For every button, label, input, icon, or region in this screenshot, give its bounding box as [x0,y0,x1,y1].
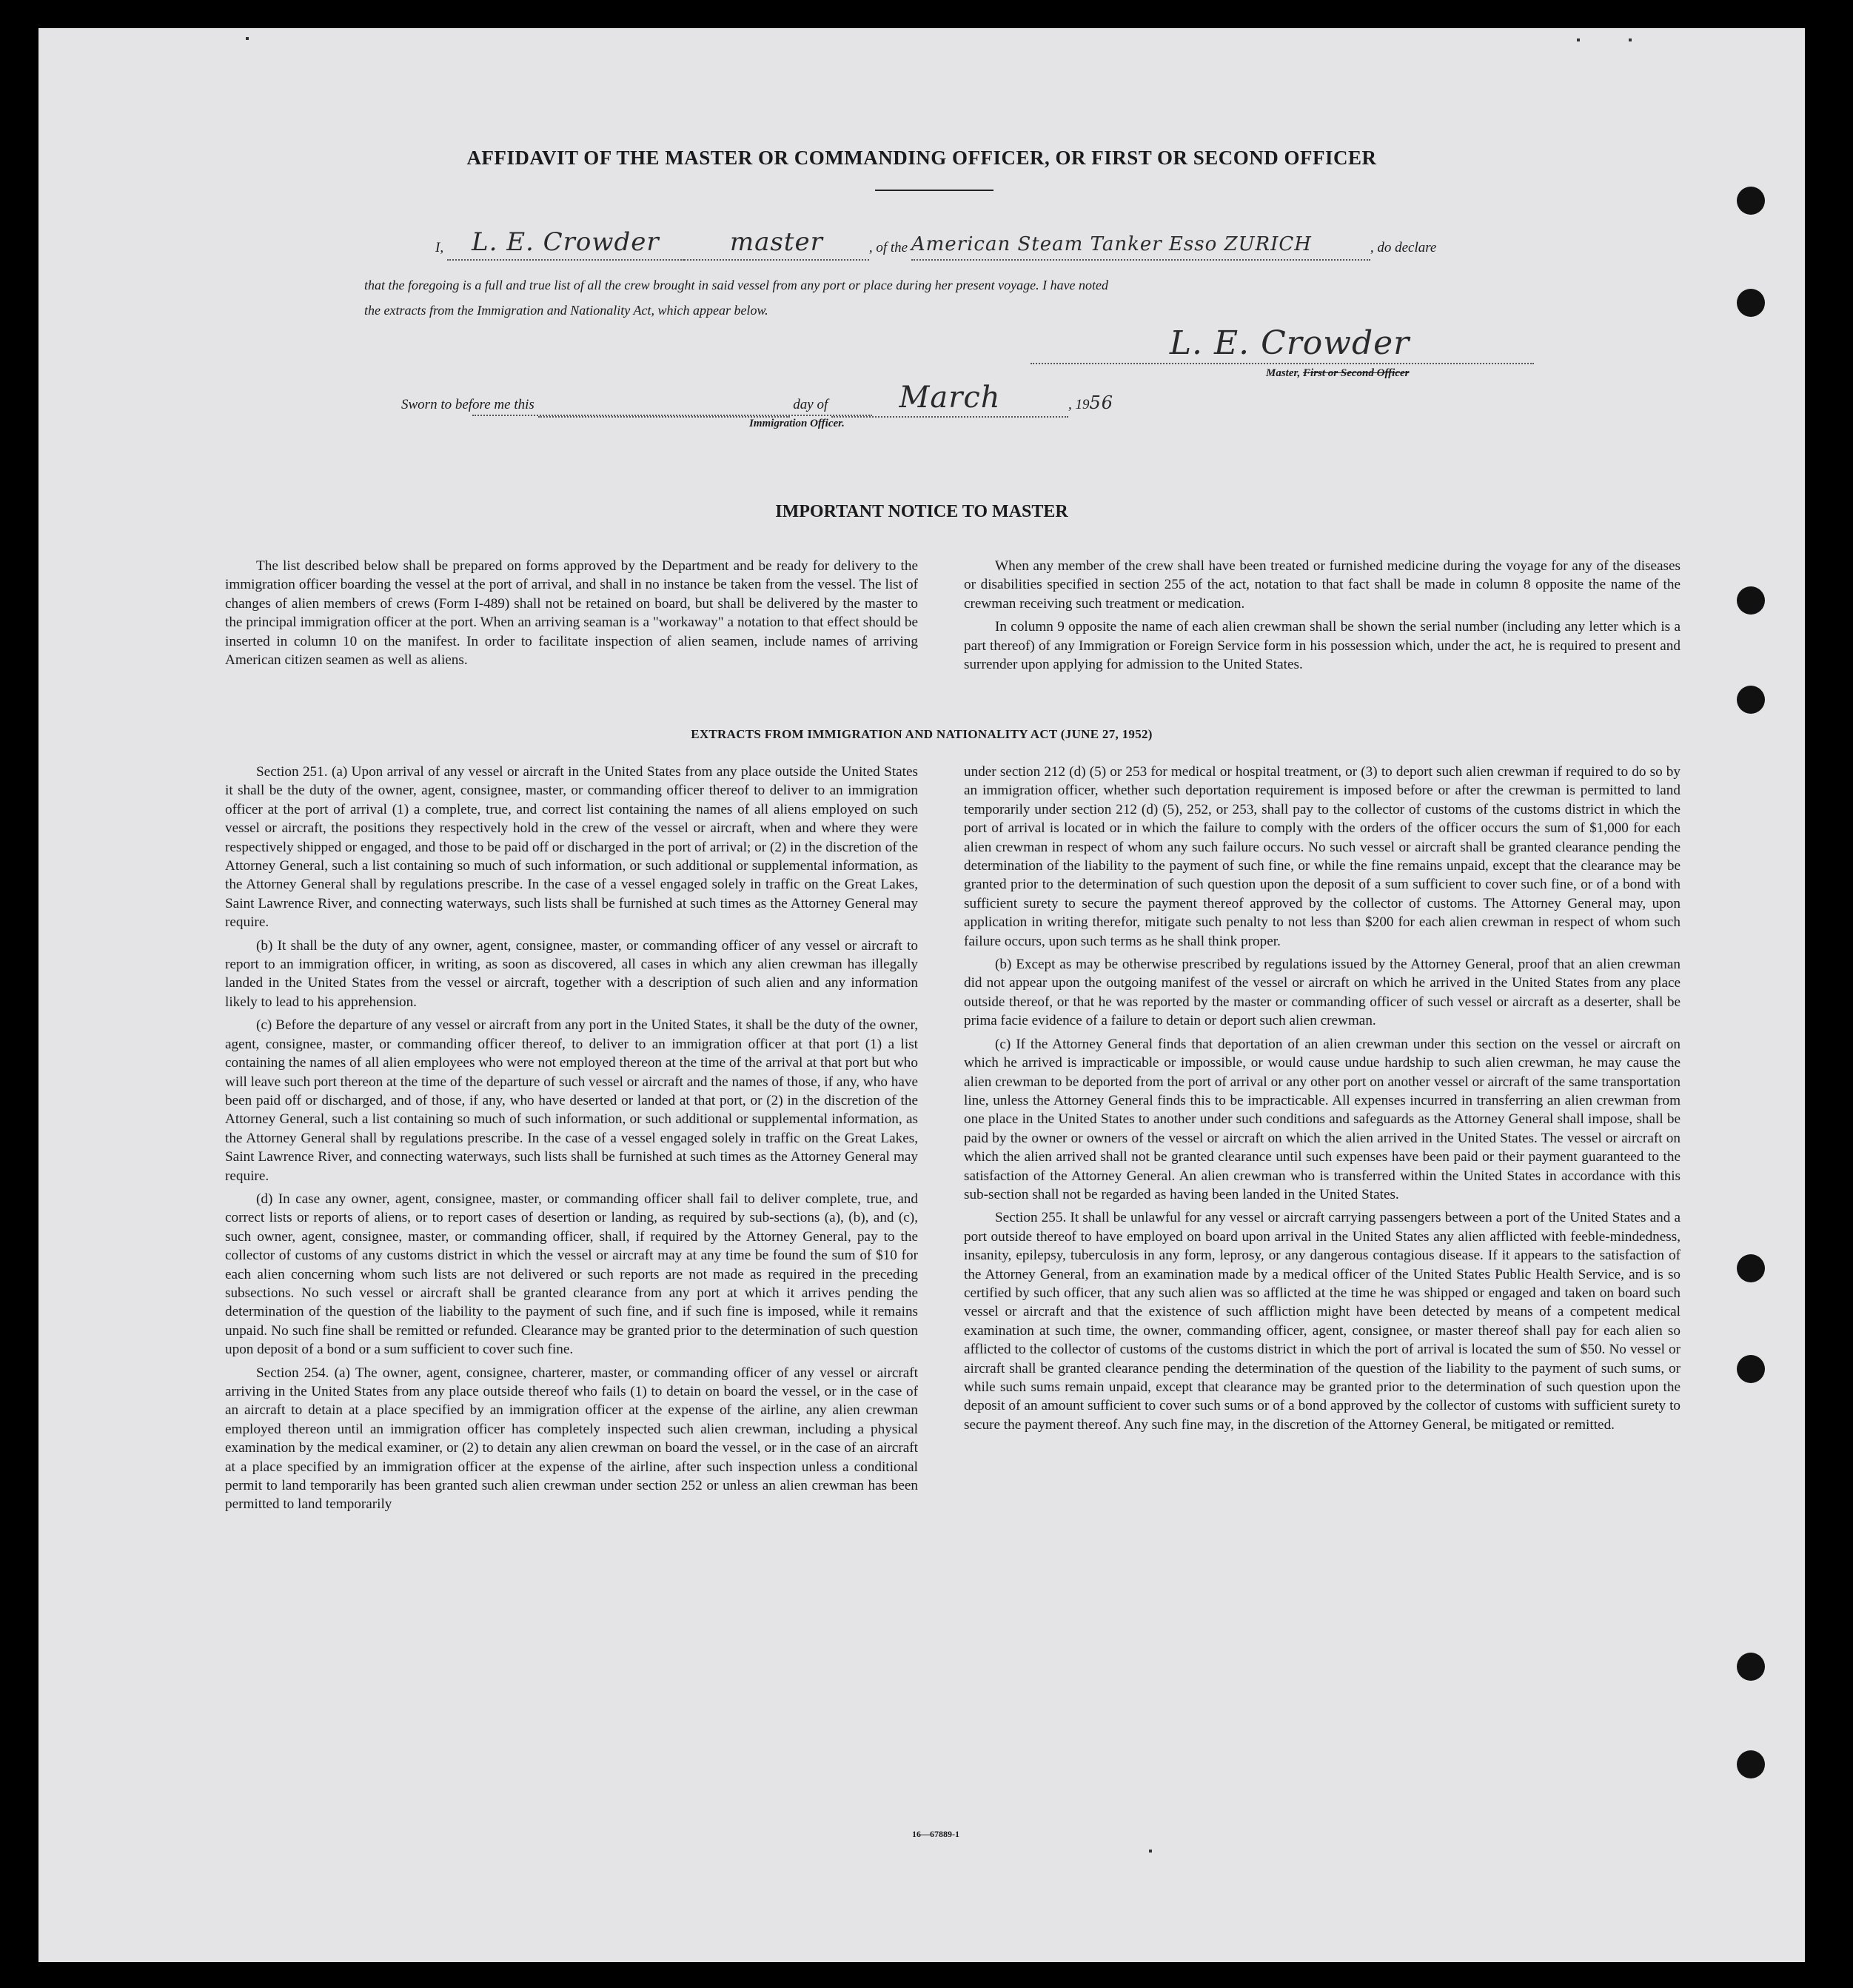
binder-hole [1737,1653,1765,1681]
signature-block [1045,324,1534,362]
binder-hole [1737,686,1765,714]
declaration-line-1 [435,227,1531,261]
binder-hole [1737,187,1765,215]
section-251-a: Section 251. (a) Upon arrival of any vessel or aircraft in the United States from any place outside the United States it shall be the duty of the owner, agent, consignee, master, or commanding officer thereof to deliver to an immigration officer at the port of arrival (1) a complete, true, and correct list containing the names of all aliens employed on such vessel or aircraft, the positions they respectively hold in the crew of the vessel or aircraft, when and where they were respectively shipped or engaged, and those to be paid off or discharged in the port of arrival; or (2) in the discretion of the Attorney General, such a list containing so much of such information, or such additional or supplemental information, as the Attorney General shall by regulations prescribe. In the case of a vessel engaged solely in traffic on the Great Lakes, Saint Lawrence River, and connecting waterways, such lists shall be furnished at such times as the Attorney General may require. [225,764,918,931]
title-divider [875,190,993,191]
immigration-officer-line [472,415,872,416]
scan-mark [1629,39,1632,41]
sworn-line: Sworn to before me this day of March , 1956 [401,385,1364,418]
do-declare-label: , do declare [1370,240,1437,255]
scan-mark [246,37,249,40]
year-value: 56 [1089,392,1114,413]
extracts-title: EXTRACTS FROM IMMIGRATION AND NATIONALITY ACT (JUNE 27, 1952) [691,727,1153,741]
scan-mark [1149,1850,1152,1853]
master-label: Master, [1266,367,1301,379]
of-the-label: , of the [868,240,908,255]
signature-caption [1266,367,1410,380]
signature-line [1031,363,1534,364]
section-254-c: (c) If the Attorney General finds that deportation of an alien crewman under this section on the vessel or aircraft on which he arrived is impracticable or impossible, or would cause undue hardship to such alien crewman, he may cause the alien crewman to be deported from the port of arrival or any other port on another vessel or aircraft of the same transportation line, unless the Attorney General finds this to be impracticable. All expenses incurred in transferring an alien crewman from one place in the United States to another under such conditions and safeguards as the Attorney General shall impose, shall be paid by the owner or owners of the vessel or aircraft on which the alien arrived in the United States. The vessel or aircraft on which the alien arrived shall not be granted clearance until such expenses have been paid or their payment guaranteed to the satisfaction of the Attorney General. An alien crewman who is transferred within the United States in accordance with this sub-section shall not be regarded as having been landed in the United States. [964,1036,1681,1202]
immigration-officer-label: Immigration Officer. [749,418,845,429]
notice-right-paragraph-2: In column 9 opposite the name of each alien crewman shall be shown the serial number (including any letter which is a part thereof) of any Immigration or Foreign Service form in his possession which, under the act, he is required to present and surrender upon applying for admission to the United States. [964,619,1681,673]
notice-right-paragraph-1: When any member of the crew shall have been treated or furnished medicine during the voyage for any of the diseases or disabilities specified in section 255 of the act, notation to that fact shall be made in column 8 opposite the name of the crewman receiving such treatment or medication. [964,558,1681,612]
section-255: Section 255. It shall be unlawful for any vessel or aircraft carrying passengers between a port of the United States and a port outside thereof to have employed on board upon arrival in the United States any alien afflicted with feeble-mindedness, insanity, epilepsy, tuberculosis in any form, leprosy, or any dangerous contagious disease. If it appears to the satisfaction of the Attorney General, from an examination made by a medical officer of the United States Public Health Service, and is so certified by such officer, that any such alien was so afflicted at the time he was shipped or engaged and taken on board such vessel or aircraft and that the existence of such affliction might have been detected by means of a competent medical examination at such time, the owner, commanding officer, agent, consignee, or master thereof shall pay for each alien so afflicted to the collector of customs of the customs district in which the port of arrival is located the sum of $50. No vessel or aircraft shall be granted clearance pending the determination of the question of the liability to the payment of such sums, or while such sums remain unpaid, except that clearance may be granted prior to the determination of such question upon the deposit of an amount sufficient to cover such sums or of a bond approved by the collector of customs with sufficient surety to secure the payment thereof. Any such fine may, in the discretion of the Attorney General, be mitigated or remitted. [964,1210,1681,1433]
vessel-field [911,232,1370,261]
notice-left-paragraph: The list described below shall be prepared on forms approved by the Department and be ready for delivery to the immigration officer boarding the vessel at the port of arrival, and shall in no instance be taken from the vessel. The list of changes of alien members of crews (Form I-489) shall not be retained on board, but shall be delivered by the master to the principal immigration officer at the port. When an arriving seaman is a "workaway" a notation to that effect should be inserted in column 10 on the manifest. In order to facilitate inspection of alien seamen, include names of arriving American citizen seamen as well as aliens. [225,558,918,669]
signer-title: master [729,227,823,257]
signer-title-field [684,227,869,261]
notice-title: IMPORTANT NOTICE TO MASTER [775,502,1068,521]
binder-hole [1737,289,1765,317]
notice-right-column [964,557,1681,678]
declaration-line-2: that the foregoing is a full and true list of all the crew brought in said vessel from any port or place during her present voyage. I have noted [364,278,1109,292]
master-signature: L. E. Crowder [1169,324,1410,362]
day-of-label: day of [793,397,828,412]
binder-hole [1737,1355,1765,1383]
section-254-b: (b) Except as may be otherwise prescribed by regulations issued by the Attorney General, proof that an alien crewman did not appear upon the outgoing manifest of the vessel or aircraft on which he arrived in the United States from any place outside thereof, or that he was reported by the master or commanding officer of such vessel or aircraft as a deserter, shall be prima facie evidence of a failure to detain or deport such alien crewman. [964,957,1681,1029]
sworn-label: Sworn to before me this [401,397,535,412]
section-254-a: Section 254. (a) The owner, agent, consignee, charterer, master, or commanding officer of any vessel or aircraft arriving in the United States from any place outside thereof who fails (1) to detain on board the vessel, or in the case of an aircraft to detain at a place specified by an immigration officer at the expense of the airline, any alien crewman employed thereon until an immigration officer has completely inspected such alien crewman, including a physical examination by the medical examiner, or (2) to detain any alien crewman on board the vessel, or in the case of an aircraft at a place specified by an immigration officer at the expense of the airline, after such inspection unless a conditional permit to land temporarily has been granted such alien crewman under section 252 or unless an alien crewman has been permitted to land temporarily [225,1365,918,1513]
section-254-a-continued: under section 212 (d) (5) or 253 for medical or hospital treatment, or (3) to deport such alien crewman if required to do so by an immigration officer, whether such deportation requirement is imposed before or after the crewman is permitted to land temporarily under section 212 (d) (5), 252, or 253, shall pay to the collector of customs of the customs district in which the port of arrival is located or in which the failure to comply with the orders of the officer occurs the sum of $1,000 for each alien crewman in respect of whom any such failure occurs. No such vessel or aircraft shall be granted clearance pending the determination of the liability to the payment of such fine, or while the fine remains unpaid, except that the clearance may be granted prior to the determination of such question upon the deposit of a sum sufficient to cover such fine, or of a bond with sufficient surety to secure the payment thereof approved by the collector of customs. The Attorney General may, upon application in writing therefor, mitigate such penalty to not less than $200 for each alien crewman in respect of whom such failure occurs, upon such terms as he shall think proper. [964,764,1681,949]
notice-left-column [225,557,918,674]
binder-hole [1737,1750,1765,1778]
section-251-b: (b) It shall be the duty of any owner, agent, consignee, master, or commanding officer of any vessel or aircraft to report to an immigration officer, in writing, as soon as discovered, all cases in which any alien crewman has illegally landed in the United States from the vessel or aircraft, together with a description of such alien and any information likely to lead to his apprehension. [225,937,918,1010]
extracts-right-column [964,763,1681,1439]
signer-name: L. E. Crowder [472,227,660,257]
sworn-month-field [831,381,1068,418]
first-second-officer-label: First or Second Officer [1303,367,1410,379]
declaration-line-3: the extracts from the Immigration and Nationality Act, which appear below. [364,303,768,318]
form-number: 16—67889-1 [912,1829,959,1839]
section-251-c: (c) Before the departure of any vessel or aircraft from any port in the United States, it shall be the duty of the owner, agent, consignee, master, or commanding officer thereof, to deliver to an immigration officer at that port (1) a list containing the names of all alien employees who were not employed thereon at the time of the arrival at that port but who will leave such port thereon at the time of the departure of such vessel or aircraft and the names of those, if any, who have been paid off or discharged, and of those, if any, who have deserted or landed at that port, or (2) in the discretion of the Attorney General, such a list containing so much of such information, or such additional or supplemental information, as the Attorney General shall by regulations prescribe. In the case of a vessel engaged solely in traffic on the Great Lakes, Saint Lawrence River, and connecting waterways, such lists shall be furnished at such times as the Attorney General may require. [225,1017,918,1184]
section-251-d: (d) In case any owner, agent, consignee, master, or commanding officer shall fail to deliver complete, true, and correct lists or reports of aliens, or to report cases of desertion or landing, as required by sub-sections (a), (b), and (c), such owner, agent, consignee, master, or commanding officer, shall, if required by the Attorney General, pay to the collector of customs of any customs district in which the vessel or aircraft may at any time be found the sum of $10 for each alien concerning whom such lists are not delivered or such reports are not made as required in the preceding subsections. No such vessel or aircraft shall be granted clearance from any port at which it arrives pending the determination of the question of the liability to the payment of such fine, and if such fine is imposed, while it remains unpaid. No such fine shall be remitted or refunded. Clearance may be granted prior to the determination of such question upon deposit of a bond or a sum sufficient to cover such fine. [225,1191,918,1358]
signer-name-field [447,227,684,261]
year-label: 19 [1075,397,1090,412]
vessel-name: American Steam Tanker Esso ZURICH [911,233,1312,255]
affidavit-title: AFFIDAVIT OF THE MASTER OR COMMANDING OFFICER, OR FIRST OR SECOND OFFICER [466,147,1377,169]
extracts-left-column [225,763,918,1519]
scan-mark [1577,39,1580,41]
sworn-month: March [899,381,1001,415]
binder-hole [1737,1254,1765,1282]
document-page [38,28,1805,1962]
i-label: I, [435,240,444,255]
binder-hole [1737,586,1765,615]
